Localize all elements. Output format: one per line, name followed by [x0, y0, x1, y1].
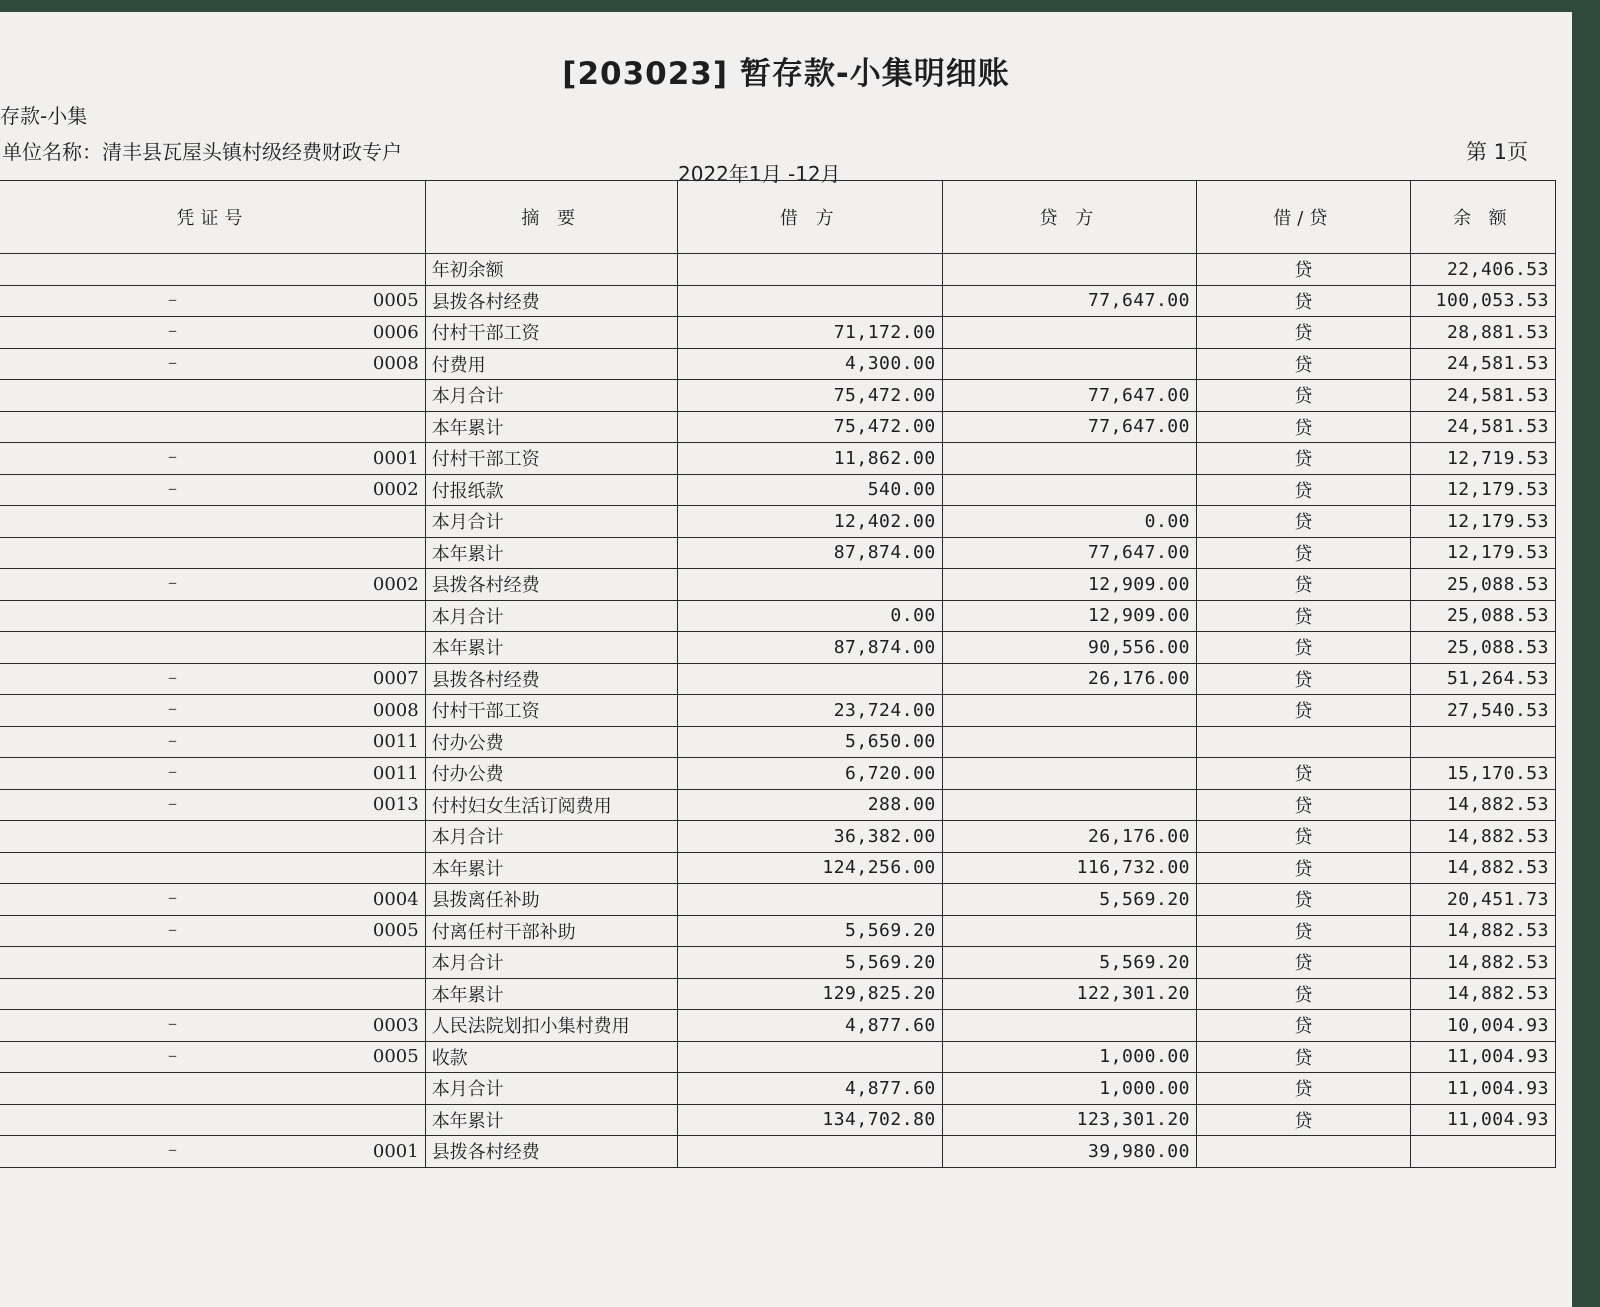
- table-row: [0, 600, 1556, 632]
- voucher-cell: [0, 537, 425, 569]
- header-balance: 余 额: [1410, 181, 1555, 254]
- debit-cell: 36,382.00: [677, 821, 942, 853]
- table-row: [0, 285, 1556, 317]
- summary-cell: 付村干部工资: [425, 443, 677, 475]
- voucher-dash: –: [168, 761, 177, 782]
- voucher-cell: [0, 600, 425, 632]
- voucher-dash: –: [168, 666, 177, 688]
- balance-cell: 14,882.53: [1410, 915, 1555, 947]
- credit-cell: 116,732.00: [942, 852, 1196, 884]
- table-row: [0, 411, 1556, 443]
- balance-cell: 22,406.53: [1410, 254, 1555, 286]
- voucher-cell: [0, 821, 425, 853]
- balance-cell: 10,004.93: [1410, 1010, 1555, 1042]
- credit-cell: 77,647.00: [942, 285, 1196, 317]
- credit-cell: 12,909.00: [942, 569, 1196, 601]
- credit-cell: 90,556.00: [942, 632, 1196, 664]
- table-row: [0, 632, 1556, 664]
- debit-cell: 75,472.00: [677, 411, 942, 443]
- voucher-cell: [0, 852, 425, 884]
- summary-cell: 本月合计: [425, 600, 677, 632]
- direction-cell: 贷: [1197, 663, 1411, 695]
- direction-cell: 贷: [1197, 443, 1411, 475]
- direction-cell: 贷: [1197, 506, 1411, 538]
- direction-cell: 贷: [1197, 285, 1411, 317]
- debit-cell: [677, 1136, 942, 1168]
- balance-cell: 12,179.53: [1410, 474, 1555, 506]
- direction-cell: 贷: [1197, 884, 1411, 916]
- debit-cell: [677, 663, 942, 695]
- direction-cell: [1197, 1136, 1411, 1168]
- debit-cell: 0.00: [677, 600, 942, 632]
- voucher-cell: [0, 317, 425, 349]
- voucher-dash: –: [168, 887, 177, 908]
- credit-cell: 77,647.00: [942, 537, 1196, 569]
- voucher-number: 0002: [372, 573, 419, 595]
- debit-cell: 5,569.20: [677, 915, 942, 947]
- header-voucher: 凭证号: [0, 181, 425, 254]
- debit-cell: 23,724.00: [677, 695, 942, 727]
- voucher-number: 0005: [372, 920, 419, 942]
- summary-cell: 县拨各村经费: [425, 663, 677, 695]
- voucher-dash: –: [168, 320, 177, 341]
- table-row: [0, 695, 1556, 727]
- direction-cell: 贷: [1197, 1010, 1411, 1042]
- debit-cell: [677, 285, 942, 317]
- direction-cell: 贷: [1197, 474, 1411, 506]
- voucher-cell: [0, 569, 425, 601]
- unit-name: 清丰县瓦屋头镇村级经费财政专户: [102, 140, 402, 164]
- direction-cell: 贷: [1197, 632, 1411, 664]
- balance-cell: 15,170.53: [1410, 758, 1555, 790]
- direction-cell: 贷: [1197, 758, 1411, 790]
- credit-cell: 5,569.20: [942, 884, 1196, 916]
- balance-cell: 20,451.73: [1410, 884, 1555, 916]
- voucher-cell: [0, 789, 425, 821]
- page-number: 第 1页: [1465, 140, 1528, 164]
- credit-cell: [942, 1010, 1196, 1042]
- summary-cell: 付村妇女生活订阅费用: [425, 789, 677, 821]
- credit-cell: [942, 443, 1196, 475]
- table-row: [0, 852, 1556, 884]
- voucher-number: 0003: [372, 1014, 419, 1036]
- balance-cell: [1410, 726, 1555, 758]
- direction-cell: 贷: [1197, 537, 1411, 569]
- direction-cell: 贷: [1197, 254, 1411, 286]
- unit-line: [2, 136, 402, 165]
- table-row: [0, 1041, 1556, 1073]
- voucher-cell: [0, 1010, 425, 1042]
- table-row: [0, 947, 1556, 979]
- voucher-dash: –: [168, 1013, 177, 1034]
- direction-cell: 贷: [1197, 1073, 1411, 1105]
- voucher-dash: –: [168, 729, 177, 751]
- table-row: [0, 789, 1556, 821]
- balance-cell: 11,004.93: [1410, 1104, 1555, 1136]
- voucher-cell: [0, 443, 425, 475]
- header-debit: 借 方: [677, 181, 942, 254]
- credit-cell: 122,301.20: [942, 978, 1196, 1010]
- summary-cell: 本年累计: [425, 632, 677, 664]
- credit-cell: [942, 726, 1196, 758]
- debit-cell: 4,877.60: [677, 1073, 942, 1105]
- table-row: [0, 569, 1556, 601]
- summary-cell: 本年累计: [425, 1104, 677, 1136]
- ledger-body: [0, 254, 1556, 1168]
- voucher-cell: [0, 1073, 425, 1105]
- direction-cell: 贷: [1197, 695, 1411, 727]
- debit-cell: [677, 884, 942, 916]
- table-row: [0, 1104, 1556, 1136]
- balance-cell: 27,540.53: [1410, 695, 1555, 727]
- debit-cell: [677, 569, 942, 601]
- voucher-cell: [0, 947, 425, 979]
- summary-cell: 人民法院划扣小集村费用: [425, 1010, 677, 1042]
- debit-cell: 6,720.00: [677, 758, 942, 790]
- credit-cell: 123,301.20: [942, 1104, 1196, 1136]
- voucher-dash: –: [168, 288, 177, 310]
- direction-cell: 贷: [1197, 1041, 1411, 1073]
- voucher-cell: [0, 411, 425, 443]
- voucher-cell: [0, 506, 425, 538]
- header-summary: 摘 要: [425, 181, 677, 254]
- summary-cell: 县拨各村经费: [425, 569, 677, 601]
- direction-cell: 贷: [1197, 600, 1411, 632]
- table-row: [0, 506, 1556, 538]
- debit-cell: 12,402.00: [677, 506, 942, 538]
- summary-cell: 付村干部工资: [425, 317, 677, 349]
- voucher-cell: [0, 726, 425, 758]
- voucher-dash: –: [168, 792, 177, 814]
- direction-cell: 贷: [1197, 411, 1411, 443]
- table-row: [0, 537, 1556, 569]
- voucher-cell: [0, 474, 425, 506]
- summary-cell: 本年累计: [425, 411, 677, 443]
- page-title: [203023] 暂存款-小集明细账: [562, 56, 1010, 92]
- debit-cell: 129,825.20: [677, 978, 942, 1010]
- account-name: 存款-小集: [0, 104, 88, 128]
- debit-cell: 4,300.00: [677, 348, 942, 380]
- unit-label: 单位名称：: [2, 140, 102, 164]
- header-credit: 贷 方: [942, 181, 1196, 254]
- voucher-number: 0006: [372, 321, 419, 343]
- voucher-cell: [0, 254, 425, 286]
- table-row: [0, 821, 1556, 853]
- voucher-number: 0013: [372, 794, 419, 816]
- voucher-number: 0001: [372, 447, 419, 469]
- credit-cell: [942, 254, 1196, 286]
- balance-cell: 100,053.53: [1410, 285, 1555, 317]
- period: 2022年1月 -12月: [678, 162, 841, 186]
- direction-cell: 贷: [1197, 852, 1411, 884]
- direction-cell: 贷: [1197, 1104, 1411, 1136]
- summary-cell: 付离任村干部补助: [425, 915, 677, 947]
- summary-cell: 本月合计: [425, 947, 677, 979]
- voucher-number: 0011: [372, 731, 419, 753]
- balance-cell: 12,179.53: [1410, 506, 1555, 538]
- debit-cell: [677, 254, 942, 286]
- direction-cell: [1197, 726, 1411, 758]
- direction-cell: 贷: [1197, 317, 1411, 349]
- balance-cell: 28,881.53: [1410, 317, 1555, 349]
- voucher-dash: –: [168, 572, 177, 593]
- voucher-number: 0002: [372, 479, 419, 501]
- summary-cell: 本年累计: [425, 852, 677, 884]
- debit-cell: 87,874.00: [677, 632, 942, 664]
- voucher-number: 0007: [372, 668, 419, 690]
- credit-cell: 26,176.00: [942, 821, 1196, 853]
- debit-cell: 288.00: [677, 789, 942, 821]
- credit-cell: [942, 789, 1196, 821]
- header-direction: 借/贷: [1197, 181, 1411, 254]
- summary-cell: 本月合计: [425, 821, 677, 853]
- credit-cell: 77,647.00: [942, 411, 1196, 443]
- table-row: [0, 254, 1556, 286]
- balance-cell: 14,882.53: [1410, 978, 1555, 1010]
- credit-cell: 12,909.00: [942, 600, 1196, 632]
- credit-cell: 39,980.00: [942, 1136, 1196, 1168]
- credit-cell: 1,000.00: [942, 1073, 1196, 1105]
- summary-cell: 付村干部工资: [425, 695, 677, 727]
- debit-cell: 4,877.60: [677, 1010, 942, 1042]
- debit-cell: 540.00: [677, 474, 942, 506]
- summary-cell: 本月合计: [425, 1073, 677, 1105]
- direction-cell: 贷: [1197, 380, 1411, 412]
- table-row: [0, 1010, 1556, 1042]
- debit-cell: 71,172.00: [677, 317, 942, 349]
- debit-cell: 124,256.00: [677, 852, 942, 884]
- summary-cell: 本月合计: [425, 506, 677, 538]
- balance-cell: 12,179.53: [1410, 537, 1555, 569]
- voucher-dash: –: [168, 446, 177, 467]
- table-row: [0, 978, 1556, 1010]
- voucher-cell: [0, 758, 425, 790]
- direction-cell: 贷: [1197, 821, 1411, 853]
- credit-cell: 5,569.20: [942, 947, 1196, 979]
- balance-cell: 24,581.53: [1410, 411, 1555, 443]
- balance-cell: 12,719.53: [1410, 443, 1555, 475]
- credit-cell: 1,000.00: [942, 1041, 1196, 1073]
- voucher-cell: [0, 695, 425, 727]
- table-row: [0, 1136, 1556, 1168]
- direction-cell: 贷: [1197, 569, 1411, 601]
- balance-cell: [1410, 1136, 1555, 1168]
- direction-cell: 贷: [1197, 947, 1411, 979]
- voucher-number: 0005: [372, 1046, 419, 1068]
- debit-cell: [677, 1041, 942, 1073]
- direction-cell: 贷: [1197, 348, 1411, 380]
- credit-cell: [942, 695, 1196, 727]
- debit-cell: 87,874.00: [677, 537, 942, 569]
- credit-cell: [942, 317, 1196, 349]
- voucher-number: 0005: [372, 290, 419, 312]
- voucher-cell: [0, 1136, 425, 1168]
- credit-cell: [942, 348, 1196, 380]
- voucher-number: 0001: [372, 1140, 419, 1162]
- balance-cell: 14,882.53: [1410, 789, 1555, 821]
- table-header-row: [0, 181, 1556, 254]
- voucher-dash: –: [168, 1044, 177, 1066]
- direction-cell: 贷: [1197, 915, 1411, 947]
- credit-cell: 0.00: [942, 506, 1196, 538]
- direction-cell: 贷: [1197, 789, 1411, 821]
- summary-cell: 年初余额: [425, 254, 677, 286]
- table-row: [0, 884, 1556, 916]
- table-row: [0, 915, 1556, 947]
- table-row: [0, 663, 1556, 695]
- voucher-cell: [0, 978, 425, 1010]
- voucher-dash: –: [168, 477, 177, 499]
- balance-cell: 51,264.53: [1410, 663, 1555, 695]
- summary-cell: 付办公费: [425, 726, 677, 758]
- voucher-cell: [0, 915, 425, 947]
- balance-cell: 11,004.93: [1410, 1073, 1555, 1105]
- voucher-number: 0004: [372, 888, 419, 910]
- summary-cell: 本月合计: [425, 380, 677, 412]
- voucher-cell: [0, 663, 425, 695]
- credit-cell: [942, 474, 1196, 506]
- voucher-number: 0008: [372, 699, 419, 721]
- voucher-dash: –: [168, 351, 177, 373]
- balance-cell: 14,882.53: [1410, 852, 1555, 884]
- voucher-cell: [0, 884, 425, 916]
- voucher-cell: [0, 632, 425, 664]
- voucher-cell: [0, 1104, 425, 1136]
- table-row: [0, 474, 1556, 506]
- ledger-page: [0, 12, 1572, 1307]
- summary-cell: 付费用: [425, 348, 677, 380]
- summary-cell: 本年累计: [425, 978, 677, 1010]
- summary-cell: 付办公费: [425, 758, 677, 790]
- voucher-dash: –: [168, 918, 177, 940]
- voucher-cell: [0, 285, 425, 317]
- voucher-number: 0011: [372, 762, 419, 784]
- voucher-number: 0008: [372, 353, 419, 375]
- debit-cell: 75,472.00: [677, 380, 942, 412]
- ledger-table: [0, 180, 1556, 1168]
- direction-cell: 贷: [1197, 978, 1411, 1010]
- voucher-dash: –: [168, 1139, 177, 1160]
- balance-cell: 24,581.53: [1410, 348, 1555, 380]
- voucher-cell: [0, 1041, 425, 1073]
- summary-cell: 县拨离任补助: [425, 884, 677, 916]
- credit-cell: [942, 915, 1196, 947]
- debit-cell: 11,862.00: [677, 443, 942, 475]
- balance-cell: 11,004.93: [1410, 1041, 1555, 1073]
- credit-cell: 77,647.00: [942, 380, 1196, 412]
- debit-cell: 5,650.00: [677, 726, 942, 758]
- credit-cell: [942, 758, 1196, 790]
- summary-cell: 县拨各村经费: [425, 285, 677, 317]
- voucher-cell: [0, 348, 425, 380]
- table-row: [0, 348, 1556, 380]
- balance-cell: 14,882.53: [1410, 947, 1555, 979]
- balance-cell: 14,882.53: [1410, 821, 1555, 853]
- balance-cell: 25,088.53: [1410, 569, 1555, 601]
- table-row: [0, 726, 1556, 758]
- summary-cell: 本年累计: [425, 537, 677, 569]
- debit-cell: 5,569.20: [677, 947, 942, 979]
- table-row: [0, 317, 1556, 349]
- table-row: [0, 1073, 1556, 1105]
- summary-cell: 付报纸款: [425, 474, 677, 506]
- summary-cell: 县拨各村经费: [425, 1136, 677, 1168]
- balance-cell: 24,581.53: [1410, 380, 1555, 412]
- table-row: [0, 758, 1556, 790]
- voucher-dash: –: [168, 698, 177, 719]
- balance-cell: 25,088.53: [1410, 632, 1555, 664]
- table-row: [0, 443, 1556, 475]
- credit-cell: 26,176.00: [942, 663, 1196, 695]
- voucher-cell: [0, 380, 425, 412]
- table-row: [0, 380, 1556, 412]
- debit-cell: 134,702.80: [677, 1104, 942, 1136]
- summary-cell: 收款: [425, 1041, 677, 1073]
- balance-cell: 25,088.53: [1410, 600, 1555, 632]
